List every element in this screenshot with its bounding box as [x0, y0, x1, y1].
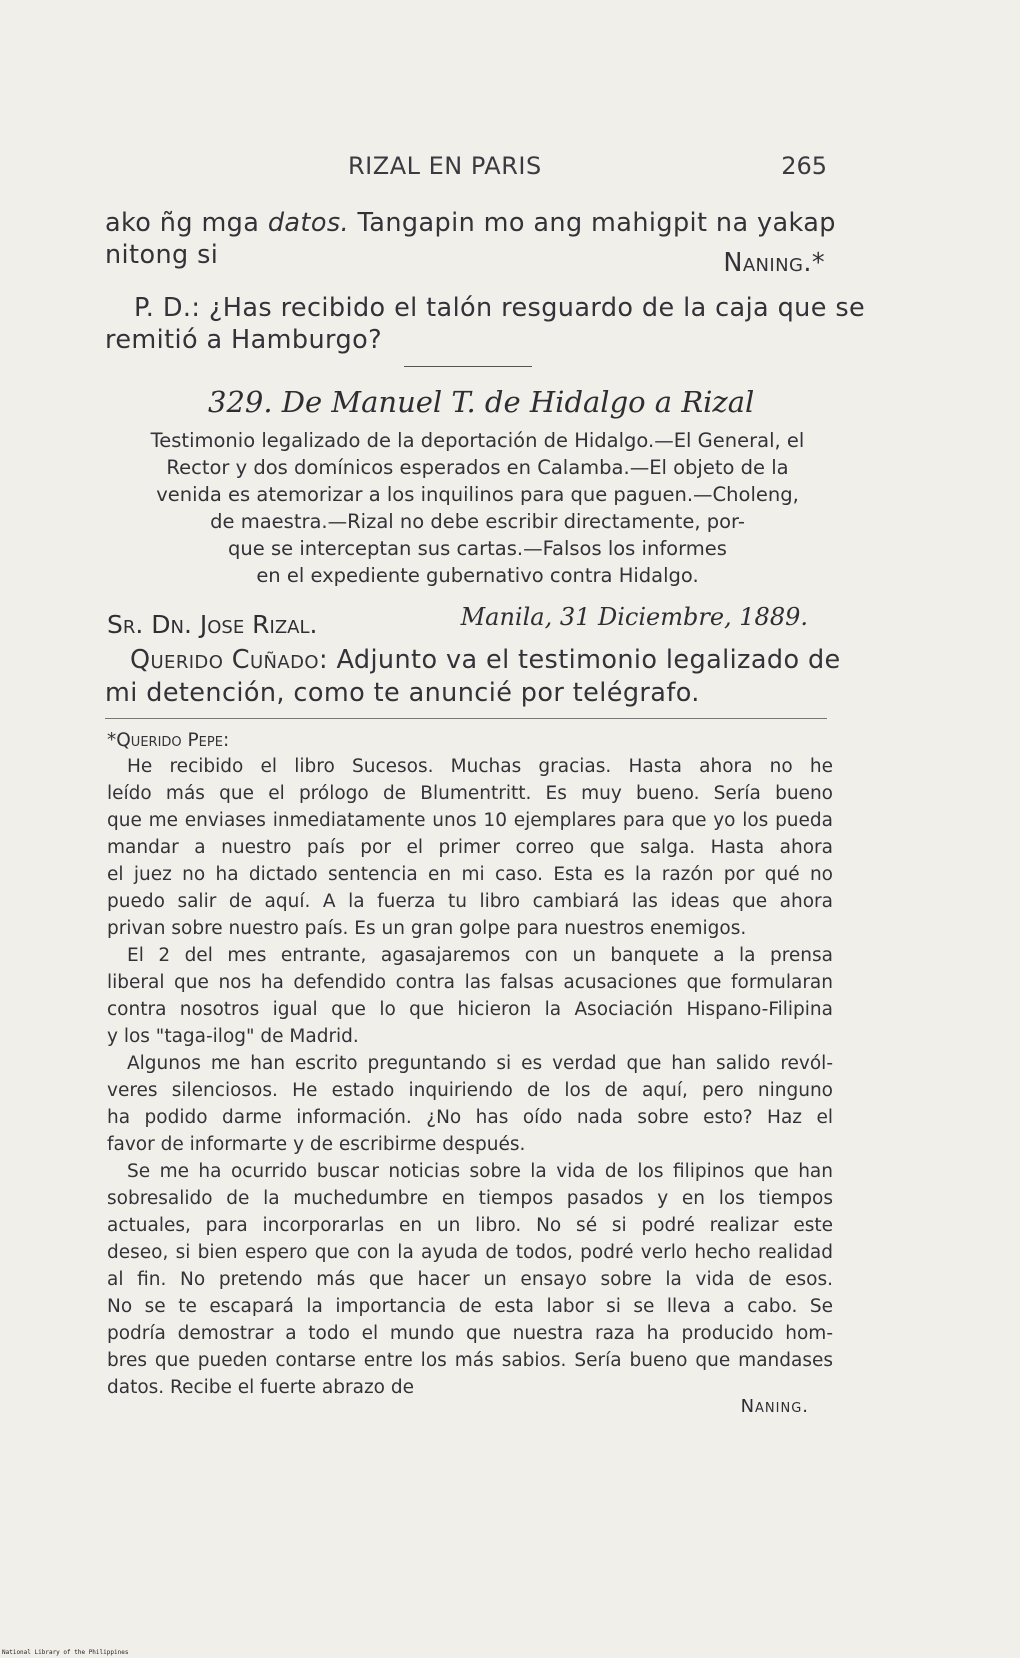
dateline: Manila, 31 Diciembre, 1889. — [460, 603, 808, 631]
footnote-line: bres que pueden contarse entre los más sabios. Sería bueno que mandases — [107, 1350, 833, 1371]
footnote-line: actuales, para incorporarlas en un libro. No sé si podré realizar este — [107, 1215, 833, 1236]
footnote-line: datos. Recibe el fuerte abrazo de — [107, 1377, 414, 1398]
letter-line-2: mi detención, como te anuncié por telégrafo. — [105, 678, 700, 708]
footnote-divider — [105, 718, 827, 719]
footnote-greeting: *Querido Pepe: — [107, 730, 230, 751]
previous-letter-signature: Naning.* — [723, 248, 825, 278]
footnote-line: puedo salir de aquí. A la fuerza tu libro cambiará las ideas que ahora — [107, 891, 833, 912]
footnote-line: ha podido darme información. ¿No has oído nada sobre esto? Haz el — [107, 1107, 833, 1128]
footnote-line: al fin. No pretendo más que hacer un ensayo sobre la vida de esos. — [107, 1269, 833, 1290]
footnote-line: veres silenciosos. He estado inquiriendo de los de aquí, pero ninguno — [107, 1080, 833, 1101]
summary-line: venida es atemorizar a los inquilinos para que paguen.—Choleng, — [156, 483, 799, 506]
footnote-signature: Naning. — [740, 1396, 809, 1417]
footnote-line: y los "taga-ilog" de Madrid. — [107, 1026, 359, 1047]
previous-letter-line-2: nitong si — [105, 240, 219, 270]
section-divider — [404, 366, 532, 367]
footnote-line: que me enviases inmediatamente unos 10 ejemplares para que yo los pueda — [107, 810, 833, 831]
footnote — [107, 731, 833, 1401]
footnote-line: Se me ha ocurrido buscar noticias sobre la vida de los filipinos que han — [127, 1161, 833, 1182]
summary-line: Rector y dos domínicos esperados en Calamba.—El objeto de la — [166, 456, 789, 479]
summary-line: en el expediente gubernativo contra Hidalgo. — [256, 564, 699, 587]
footnote-line: contra nosotros igual que lo que hicieron la Asociación Hispano-Filipina — [107, 999, 833, 1020]
footnote-line: sobresalido de la muchedumbre en tiempos pasados y en los tiempos — [107, 1188, 833, 1209]
footnote-line: privan sobre nuestro país. Es un gran golpe para nuestros enemigos. — [107, 918, 747, 939]
letter-heading: 329. De Manuel T. de Hidalgo a Rizal — [208, 385, 755, 419]
footnote-line: leído más que el prólogo de Blumentritt. Es muy bueno. Sería bueno — [107, 783, 833, 804]
previous-letter-line-1: ako ñg mga datos. Tangapin mo ang mahigpit na yakap — [105, 208, 836, 238]
summary-line: que se interceptan sus cartas.—Falsos los informes — [228, 537, 727, 560]
footnote-line: favor de informarte y de escribirme después. — [107, 1134, 526, 1155]
footnote-line: podría demostrar a todo el mundo que nuestra raza ha producido hom- — [107, 1323, 833, 1344]
running-head: RIZAL EN PARIS — [348, 152, 542, 180]
library-watermark: National Library of the Philippines — [2, 1649, 129, 1656]
summary-line: Testimonio legalizado de la deportación de Hidalgo.—El General, el — [150, 429, 805, 452]
footnote-line: Algunos me han escrito preguntando si es verdad que han salido revól- — [127, 1053, 833, 1074]
summary-line: de maestra.—Rizal no debe escribir directamente, por- — [210, 510, 745, 533]
footnote-line: mandar a nuestro país por el primer correo que salga. Hasta ahora — [107, 837, 833, 858]
footnote-line: No se te escapará la importancia de esta labor si se lleva a cabo. Se — [107, 1296, 833, 1317]
postscript-line-1: P. D.: ¿Has recibido el talón resguardo de la caja que se — [134, 293, 866, 323]
footnote-line: He recibido el libro Sucesos. Muchas gracias. Hasta ahora no he — [127, 756, 833, 777]
page-number: 265 — [781, 152, 827, 180]
footnote-line: El 2 del mes entrante, agasajaremos con un banquete a la prensa — [127, 945, 833, 966]
footnote-line: deseo, si bien espero que con la ayuda de todos, podré verlo hecho realidad — [107, 1242, 833, 1263]
footnote-line: liberal que nos ha defendido contra las falsas acusaciones que formularan — [107, 972, 833, 993]
letter-summary — [125, 427, 830, 589]
postscript-line-2: remitió a Hamburgo? — [105, 325, 383, 355]
letter-opening-line: Querido Cuñado: Adjunto va el testimonio legalizado de — [130, 645, 841, 675]
salutation: Sr. Dn. Jose Rizal. — [107, 610, 318, 639]
footnote-line: el juez no ha dictado sentencia en mi caso. Esta es la razón por qué no — [107, 864, 833, 885]
